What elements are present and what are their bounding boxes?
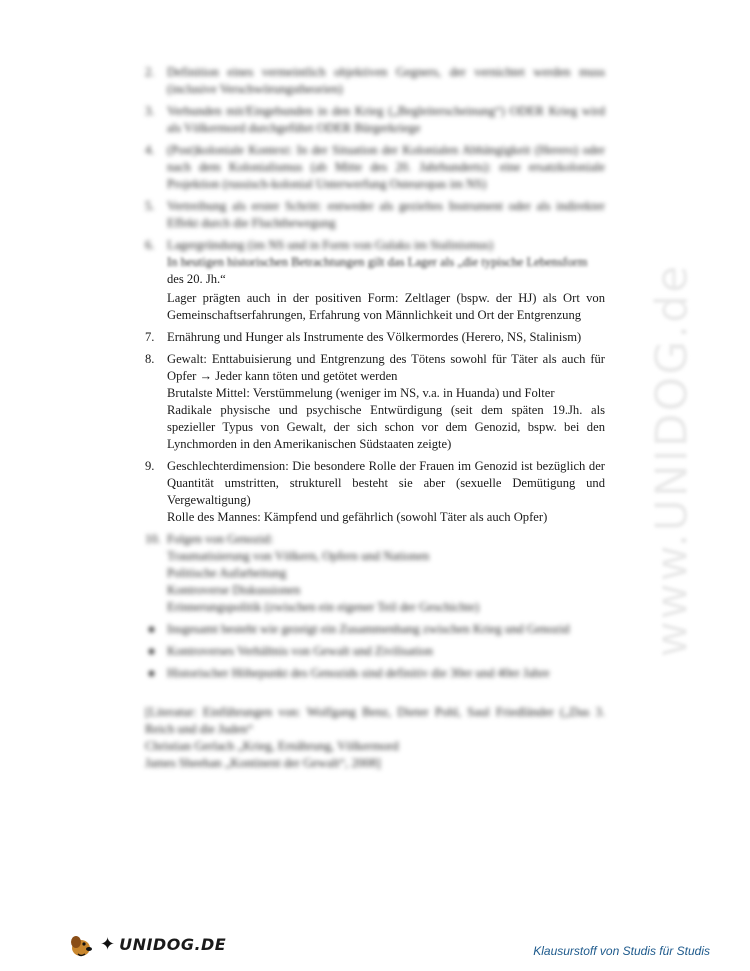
item-number: 4.: [145, 143, 155, 157]
document-body: [145, 64, 605, 772]
blurred-intro: [145, 64, 605, 254]
item-text: Ernährung und Hunger als Instrumente des Völkermordes (Herero, NS, Stalinism): [167, 330, 582, 344]
item-6-continuation: [145, 254, 605, 324]
item-sub: Traumatisierung von Völkern, Opfern und Nationen: [167, 549, 430, 563]
reference-line: [Literatur: Einführungen von: Wolfgang Benz, Dieter Pohl, Saul Friedländer („Das 3. Reich und die Juden“: [145, 705, 605, 736]
item-8-line-1-cont: Jeder kann töten und getötet werden: [215, 369, 398, 383]
list-item: [145, 64, 605, 98]
item-6-blurred-line: In heutigen historischen Betrachtungen gilt das Lager als „die typische Lebensform: [167, 255, 588, 269]
item-sub: Kontroverse Diskussionen: [167, 583, 301, 597]
references: [145, 704, 605, 772]
list-item: [145, 198, 605, 232]
item-6-extra: Lager prägten auch in der positiven Form: Zeltlager (bspw. der HJ) als Ort von Gemeinschaftserfahrungen, Erfahrung von Männlichkeit und Ort der Entgrenzung: [167, 291, 605, 322]
bullet-icon: [149, 671, 154, 676]
item-sub: Erinnerungspolitik (zwischen ein eigener Teil der Geschichte): [167, 600, 480, 614]
bullet-icon: [149, 649, 154, 654]
list-item: [145, 103, 605, 137]
item-number: 6.: [145, 238, 155, 252]
item-text: Lagergründung (im NS und in Form von Gulaks im Stalinismus): [167, 238, 494, 252]
paw-icon: ✦: [100, 933, 116, 954]
item-number: 8.: [145, 352, 155, 366]
bullet-item: [145, 643, 605, 660]
bullet-text: Kontroverses Verhältnis von Gewalt und Zivilisation: [167, 644, 433, 658]
item-text: Vertreibung als erster Schritt: entweder als gezieltes Instrument oder als indirekter Effekt durch die Fluchtbewegung: [167, 199, 605, 230]
item-number: 9.: [145, 459, 155, 473]
arrow-icon: →: [199, 369, 213, 383]
list-item-9: [145, 458, 605, 526]
footer-tagline: Klausurstoff von Studis für Studis: [533, 944, 710, 958]
unidog-logo[interactable]: [66, 928, 226, 960]
dog-icon: [66, 929, 96, 959]
bullet-list: [145, 621, 605, 682]
list-item: [145, 237, 605, 254]
blurred-remainder: [145, 531, 605, 772]
item-text: Definition eines vermeintlich objektiven Gegners, der vernichtet werden muss (inclusive Verschwörungstheorien): [167, 65, 605, 96]
bullet-text: Historischer Höhepunkt des Genozids sind definitiv die 30er und 40er Jahre: [167, 666, 550, 680]
item-title: Folgen von Genozid:: [167, 532, 274, 546]
bullet-item: [145, 621, 605, 638]
bullet-text: Insgesamt besteht wie gezeigt ein Zusammenhang zwischen Krieg und Genozid: [167, 622, 570, 636]
item-sub: Politische Aufarbeitung: [167, 566, 287, 580]
list-item-7: [145, 329, 605, 346]
bullet-item: [145, 665, 605, 682]
item-number: 2.: [145, 65, 155, 79]
item-6-line: des 20. Jh.“: [167, 272, 226, 286]
list-item-8: [145, 351, 605, 453]
logo-text: UNIDOG.DE: [119, 934, 227, 954]
item-8-line-1: Gewalt: Enttabuisierung und Entgrenzung des Tötens sowohl für Täter als auch für Opfer: [167, 352, 605, 383]
item-8-line-2: Brutalste Mittel: Verstümmelung (weniger im NS, v.a. in Huanda) und Folter: [167, 386, 555, 400]
item-8-line-3: Radikale physische und psychische Entwürdigung (seit dem späten 19.Jh. als spezieller Typus von Gewalt, der sich schon vor dem Genozid, bspw. bei den Lynchmorden in den Amerikanischen Südstaaten zeigte): [167, 403, 605, 451]
watermark-text: www.UNIDOG.de: [646, 263, 698, 657]
item-number: 3.: [145, 104, 155, 118]
item-number: 5.: [145, 199, 155, 213]
list-item: [145, 142, 605, 193]
item-text: (Post)koloniale Kontext: In der Situation der Kolonialen Abhängigkeit (Herero) oder nach dem Kolonialismus (ab Mitte des 20. Jahrhunderts): eine ersatzkoloniale Projektion (russisch-kolonial Unterwerfung Osteuropas im NS): [167, 143, 605, 191]
item-9-line-2: Rolle des Mannes: Kämpfend und gefährlich (sowohl Täter als auch Opfer): [167, 510, 548, 524]
reference-line: James Sheehan „Kontinent der Gewalt“, 2008]: [145, 756, 381, 770]
bullet-icon: [149, 627, 154, 632]
list-item-10: [145, 531, 605, 616]
item-number: 7.: [145, 330, 155, 344]
item-number: 10.: [145, 532, 161, 546]
item-text: Verbunden mit/Eingebunden in den Krieg („Begleiterscheinung“) ODER Krieg wird als Völkermord durchgeführt ODER Bürgerkriege: [167, 104, 605, 135]
item-text: [167, 351, 605, 385]
watermark: [642, 240, 702, 680]
reference-line: Christian Gerlach „Krieg, Ernährung, Völkermord: [145, 739, 399, 753]
item-9-line-1: Geschlechterdimension: Die besondere Rolle der Frauen im Genozid ist bezüglich der Quantität umstritten, strukturell besteht sie aber (sexuelle Demütigung und Vergewaltigung): [167, 459, 605, 507]
